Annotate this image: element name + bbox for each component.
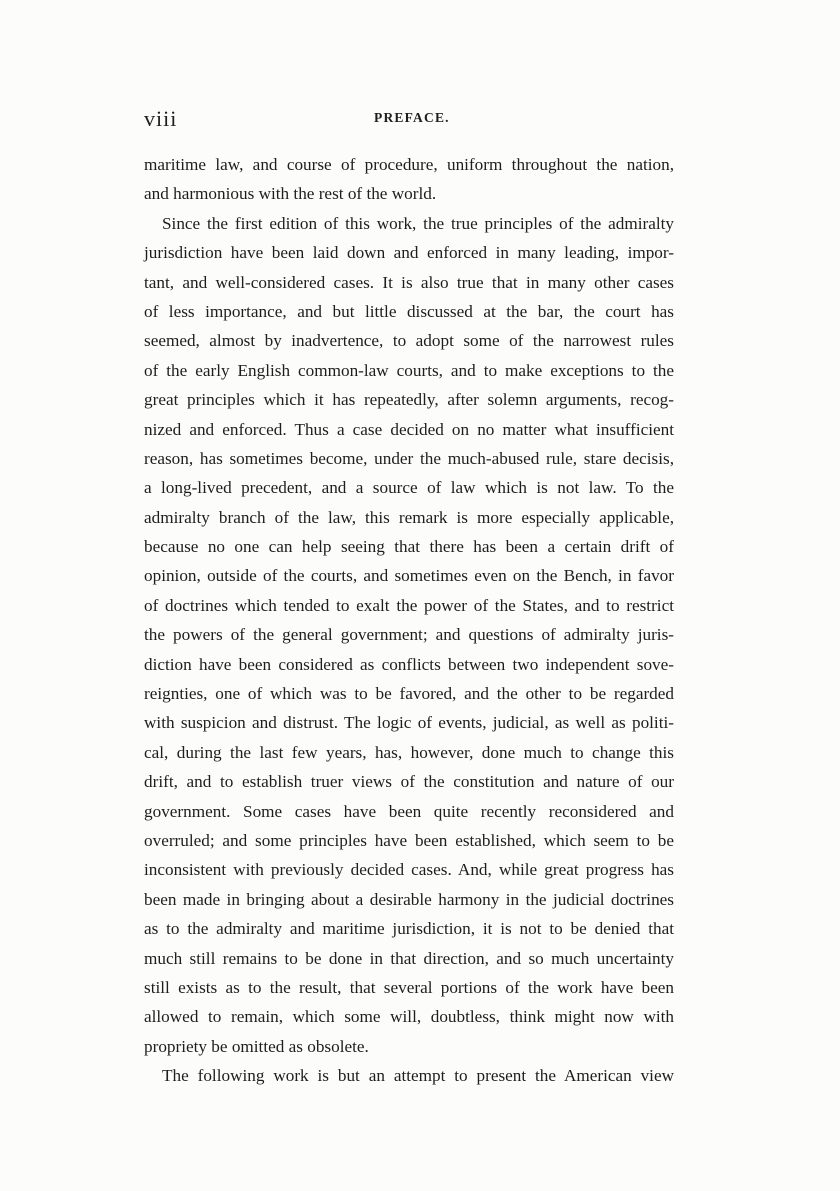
text-line: because no one can help seeing that there has been a certain drift of [144, 537, 674, 557]
text-line: seemed, almost by inadvertence, to adopt some of the narrowest rules [144, 331, 674, 351]
text-line: reignties, one of which was to be favored, and the other to be regarded [144, 684, 674, 704]
text-line: a long-lived precedent, and a source of law which is not law. To the [144, 478, 674, 498]
text-line: drift, and to establish truer views of the constitution and nature of our [144, 772, 674, 792]
text-line: of doctrines which tended to exalt the power of the States, and to restrict [144, 595, 674, 615]
text-line: opinion, outside of the courts, and sometimes even on the Bench, in favor [144, 566, 674, 586]
text-line: and harmonious with the rest of the world. [144, 184, 437, 204]
text-line: nized and enforced. Thus a case decided on no matter what insufficient [144, 419, 674, 439]
page-number: viii [144, 106, 178, 131]
text-line: diction have been considered as conflicts between two independent sove- [144, 654, 674, 674]
text-line: jurisdiction have been laid down and enforced in many leading, impor- [144, 243, 674, 263]
text-line: overruled; and some principles have been established, which seem to be [144, 830, 674, 850]
text-line: reason, has sometimes become, under the much-abused rule, stare decisis, [144, 448, 674, 468]
text-line: propriety be omitted as obsolete. [144, 1036, 369, 1056]
body-text [144, 150, 674, 1091]
text-line: the powers of the general government; and questions of admiralty juris- [144, 625, 674, 645]
text-line: of the early English common-law courts, and to make exceptions to the [144, 360, 674, 380]
text-line: as to the admiralty and maritime jurisdiction, it is not to be denied that [144, 919, 674, 939]
paragraph-first-line: Since the first edition of this work, the true principles of the admiralty [162, 213, 674, 233]
text-line: allowed to remain, which some will, doubtless, think might now with [144, 1007, 674, 1027]
text-line: still exists as to the result, that several portions of the work have been [144, 977, 674, 997]
text-line: of less importance, and but little discussed at the bar, the court has [144, 301, 674, 321]
text-line: inconsistent with previously decided cases. And, while great progress has [144, 860, 674, 880]
text-line: been made in bringing about a desirable harmony in the judicial doctrines [144, 889, 674, 909]
text-line: cal, during the last few years, has, however, done much to change this [144, 742, 674, 762]
text-line: much still remains to be done in that direction, and so much uncertainty [144, 948, 674, 968]
text-line: government. Some cases have been quite recently reconsidered and [144, 801, 674, 821]
running-head: PREFACE. [374, 110, 450, 125]
text-line: with suspicion and distrust. The logic of events, judicial, as well as politi- [144, 713, 674, 733]
text-line: great principles which it has repeatedly, after solemn arguments, recog- [144, 390, 674, 410]
paragraph-first-line: The following work is but an attempt to present the American view [162, 1066, 674, 1086]
text-line: maritime law, and course of procedure, uniform throughout the nation, [144, 155, 674, 174]
text-line: admiralty branch of the law, this remark is more especially applicable, [144, 507, 674, 527]
page-header [144, 104, 674, 134]
text-line: tant, and well-considered cases. It is also true that in many other cases [144, 272, 674, 292]
